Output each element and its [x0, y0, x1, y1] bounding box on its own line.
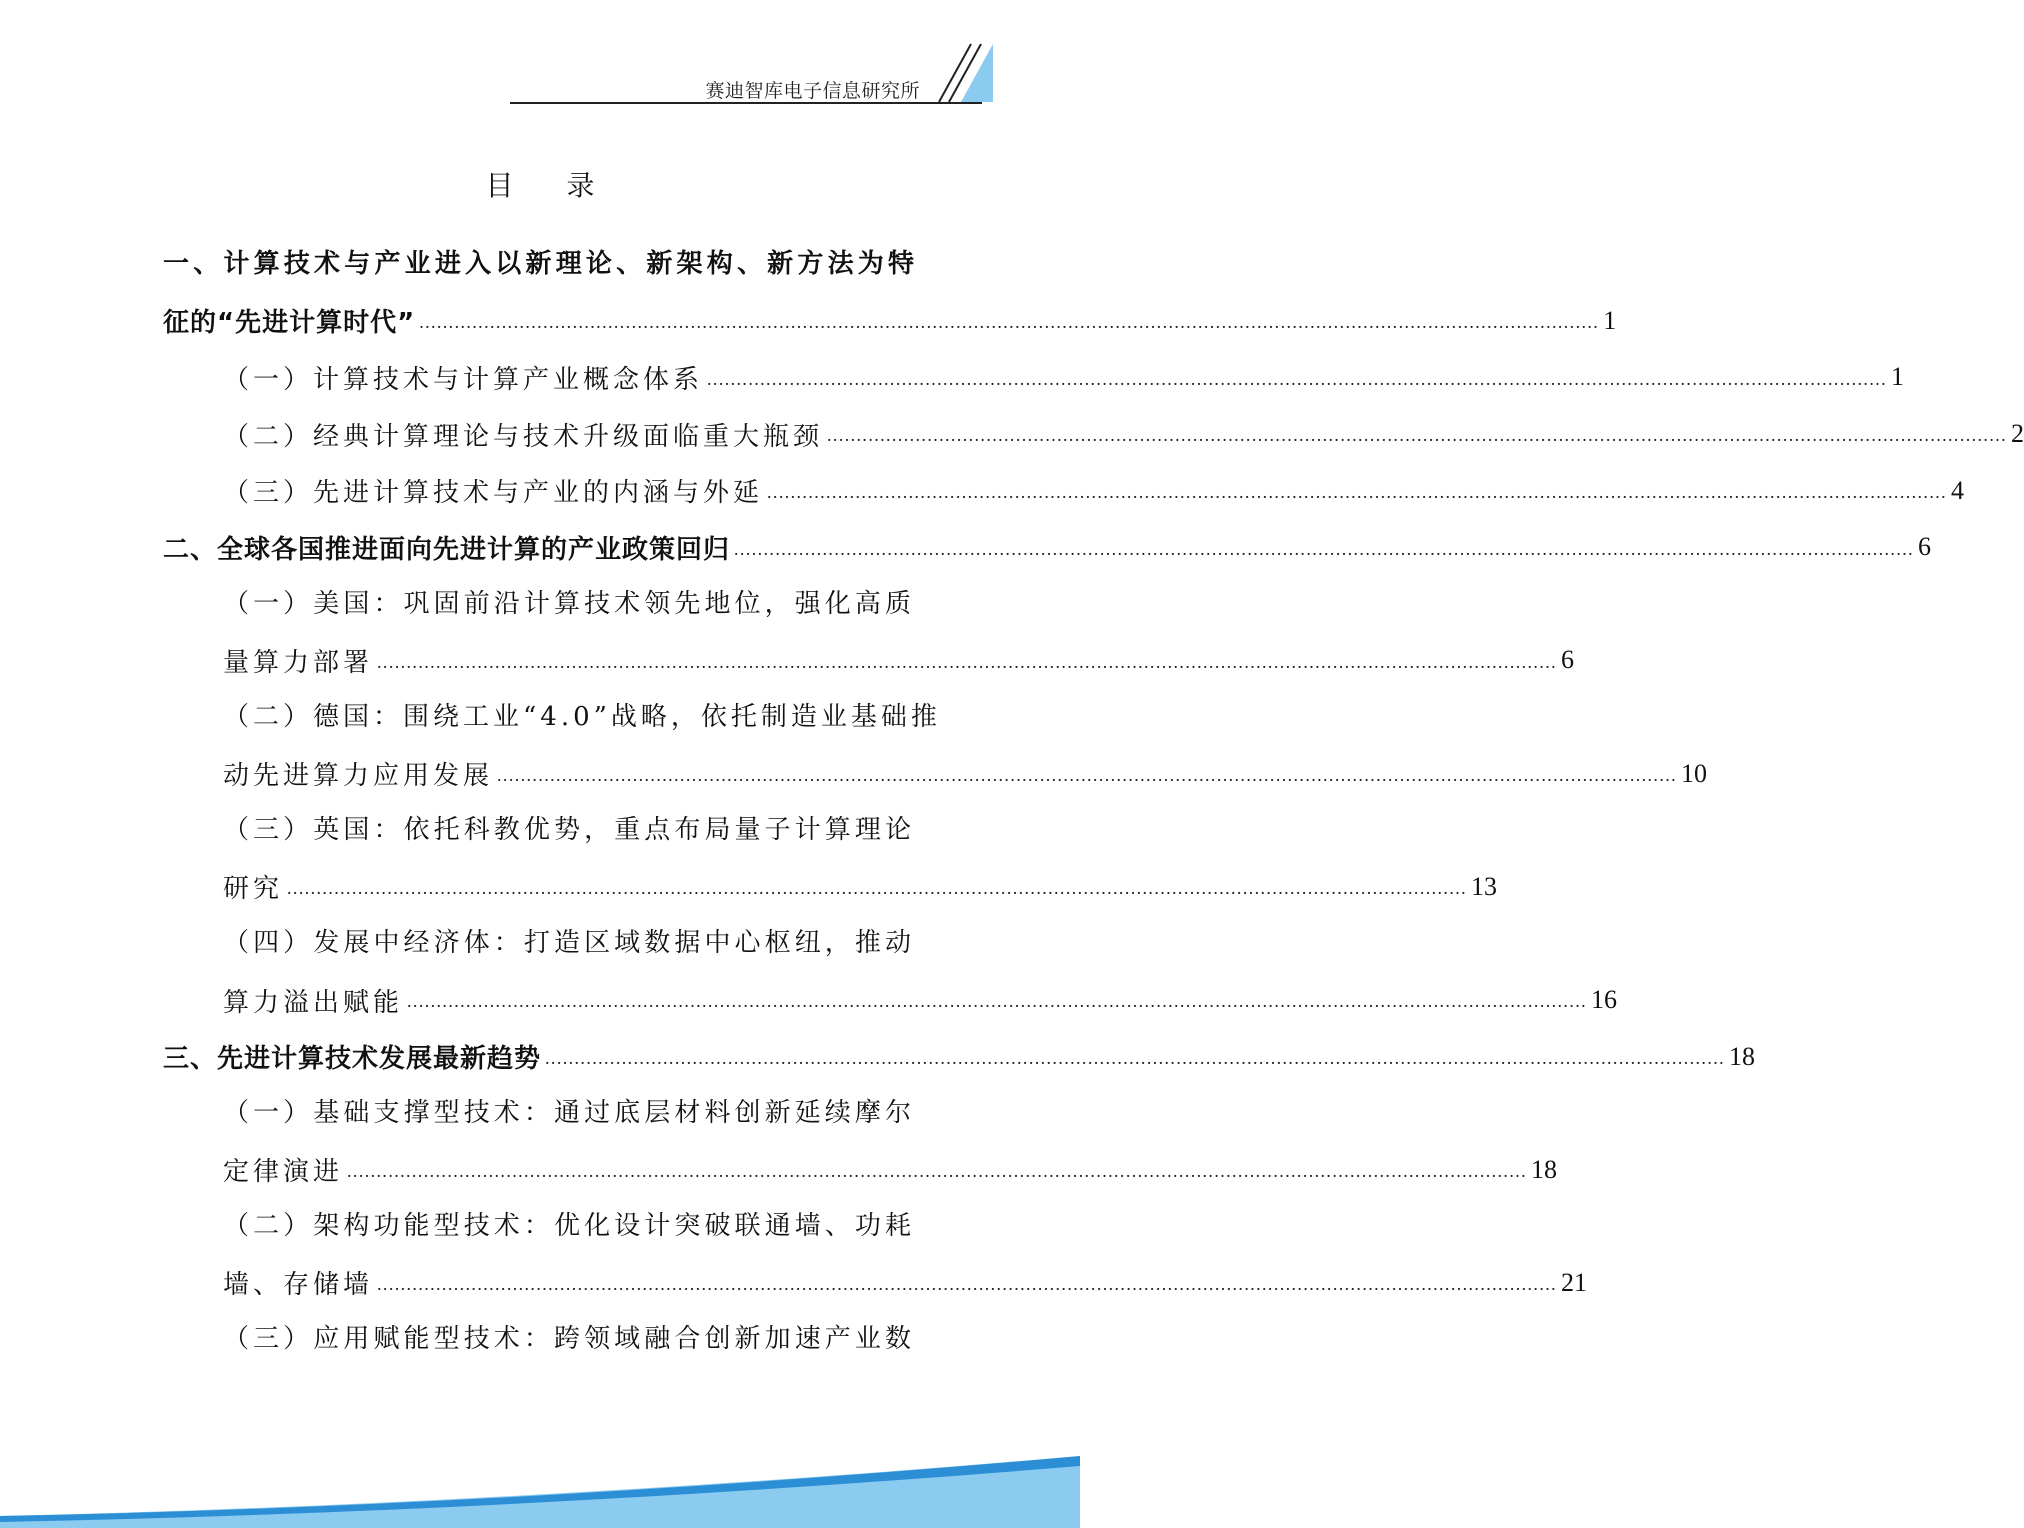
- toc-line[interactable]: [163, 1255, 1588, 1312]
- toc-entry-text: 研究: [223, 874, 284, 905]
- toc-entry-text: 算力溢出赋能: [223, 987, 404, 1018]
- toc-line[interactable]: [163, 745, 1708, 802]
- toc-line[interactable]: [163, 972, 1618, 1029]
- toc-entry-text: （二）经典计算理论与技术升级面临重大瓶颈: [223, 421, 824, 452]
- toc-line[interactable]: [163, 802, 915, 859]
- toc-entry-text: 动先进算力应用发展: [223, 761, 494, 792]
- toc-line[interactable]: [163, 1142, 1558, 1199]
- toc-page-number: 18: [1531, 1154, 1558, 1184]
- toc-entry-text: （四）发展中经济体：打造区域数据中心枢纽，推动: [223, 928, 915, 959]
- toc-line[interactable]: [163, 349, 1905, 406]
- toc-entry-text: 墙、存储墙: [223, 1270, 374, 1301]
- toc-page-number: 21: [1561, 1267, 1588, 1297]
- dot-leader: ........................................................................................................................................................................................................: [827, 425, 2008, 446]
- toc-page-number: 6: [1561, 645, 1575, 675]
- dot-leader: ........................................................................................................................................................................................................: [419, 312, 1600, 333]
- toc-entry-text: （一）基础支撑型技术：通过底层材料创新延续摩尔: [223, 1097, 915, 1128]
- dot-leader: ........................................................................................................................................................................................................: [497, 764, 1678, 785]
- toc-line[interactable]: [163, 915, 915, 972]
- toc-entry-text: （三）应用赋能型技术：跨领域融合创新加速产业数: [223, 1324, 915, 1355]
- toc-page-number: 16: [1591, 985, 1618, 1015]
- toc-entry-text: 一、计算技术与产业进入以新理论、新架构、新方法为特: [163, 249, 915, 279]
- toc-line[interactable]: [163, 1028, 1756, 1085]
- toc-entry-text: （二）德国：围绕工业“4.0”战略，依托制造业基础推: [223, 701, 941, 732]
- toc-line[interactable]: [163, 576, 915, 633]
- dot-leader: ........................................................................................................................................................................................................: [545, 1047, 1726, 1068]
- toc-page-number: 6: [1918, 532, 1932, 562]
- toc-title: 目 录: [485, 169, 617, 202]
- toc-line[interactable]: [163, 462, 1965, 519]
- toc-page-number: 1: [1603, 305, 1617, 335]
- toc-entry-text: 量算力部署: [223, 647, 374, 678]
- toc-page-number: 18: [1729, 1041, 1756, 1071]
- header-org: 赛迪智库电子信息研究所: [705, 80, 920, 102]
- dot-leader: ........................................................................................................................................................................................................: [347, 1161, 1528, 1182]
- toc-line[interactable]: [163, 859, 1498, 916]
- toc-entry-text: 征的“先进计算时代”: [163, 308, 416, 339]
- toc-entry-text: （三）先进计算技术与产业的内涵与外延: [223, 478, 764, 509]
- dot-leader: ........................................................................................................................................................................................................: [707, 368, 1888, 389]
- toc-entry-text: （二）架构功能型技术：优化设计突破联通墙、功耗: [223, 1211, 915, 1242]
- toc-page-number: 10: [1681, 758, 1708, 788]
- toc-line[interactable]: [163, 1311, 915, 1368]
- dot-leader: ........................................................................................................................................................................................................: [407, 991, 1588, 1012]
- toc-line[interactable]: [163, 293, 1617, 350]
- header-rule: [510, 102, 982, 104]
- toc-line[interactable]: [163, 406, 2024, 463]
- toc-entry-text: 定律演进: [223, 1157, 344, 1188]
- toc-line[interactable]: [163, 1198, 915, 1255]
- bottom-wave-decoration: [0, 1378, 1080, 1528]
- toc-page-number: 1: [1891, 362, 1905, 392]
- table-of-contents: [163, 236, 2024, 1368]
- toc-line[interactable]: [163, 1085, 915, 1142]
- toc-line[interactable]: [163, 236, 915, 293]
- toc-page-number: 4: [1951, 475, 1965, 505]
- header-stripes-logo: [935, 40, 995, 104]
- dot-leader: ........................................................................................................................................................................................................: [377, 1274, 1558, 1295]
- toc-line[interactable]: [163, 519, 1932, 576]
- toc-entry-text: （三）英国：依托科教优势，重点布局量子计算理论: [223, 814, 915, 845]
- toc-entry-text: （一）美国：巩固前沿计算技术领先地位，强化高质: [223, 588, 915, 619]
- toc-entry-text: 二、全球各国推进面向先进计算的产业政策回归: [163, 534, 731, 565]
- toc-page-number: 13: [1471, 871, 1498, 901]
- toc-line[interactable]: [163, 689, 941, 746]
- toc-entry-text: 三、先进计算技术发展最新趋势: [163, 1044, 542, 1075]
- dot-leader: ........................................................................................................................................................................................................: [767, 481, 1948, 502]
- toc-line[interactable]: [163, 632, 1575, 689]
- dot-leader: ........................................................................................................................................................................................................: [287, 878, 1468, 899]
- toc-entry-text: （一）计算技术与计算产业概念体系: [223, 364, 704, 395]
- dot-leader: ........................................................................................................................................................................................................: [734, 538, 1915, 559]
- dot-leader: ........................................................................................................................................................................................................: [377, 651, 1558, 672]
- toc-page-number: 2: [2011, 419, 2024, 449]
